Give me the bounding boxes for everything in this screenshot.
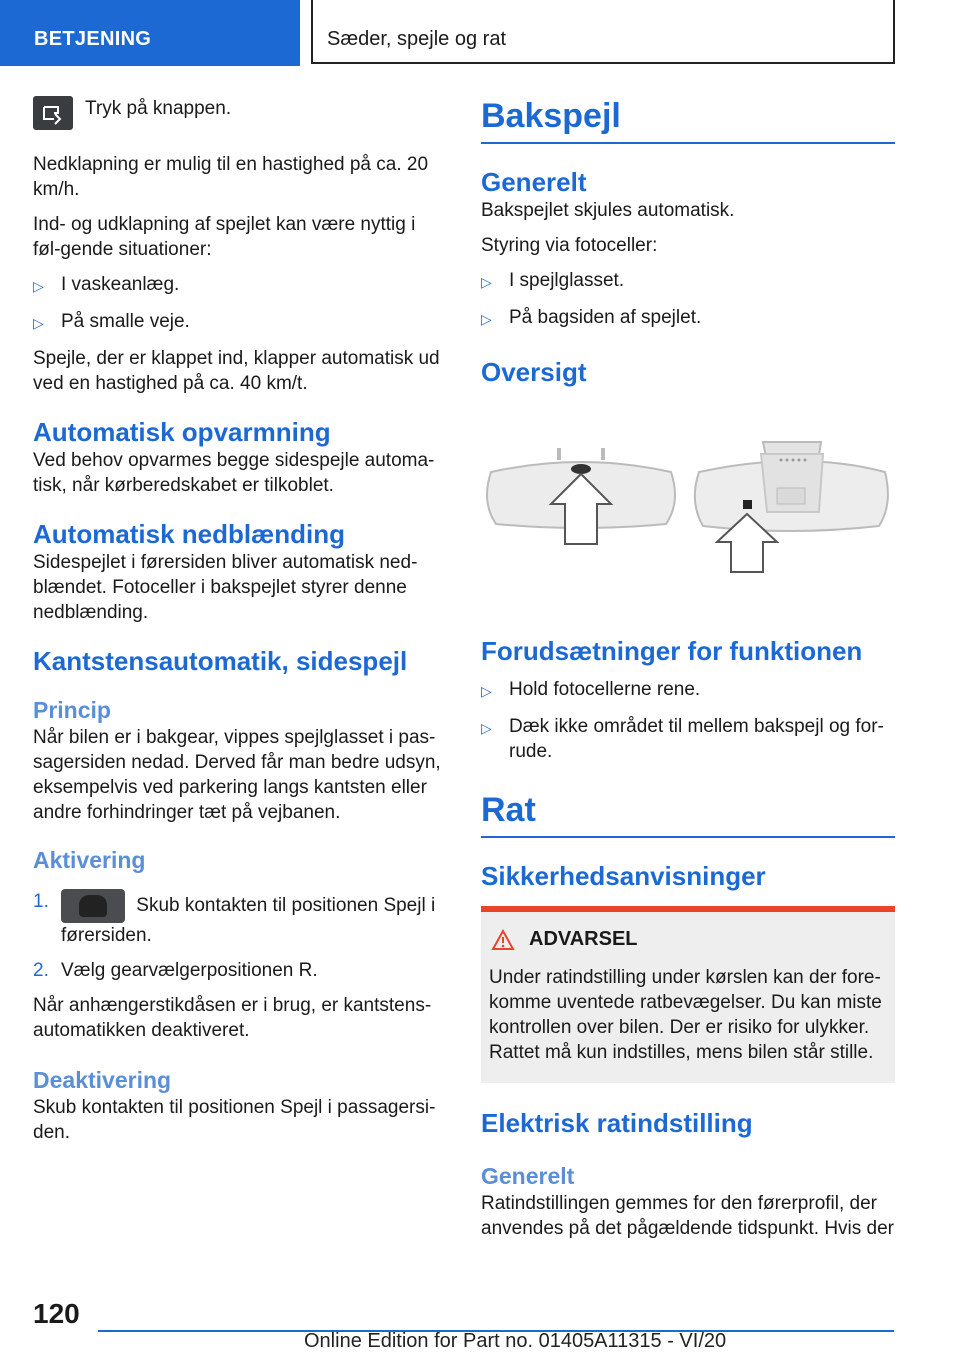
heading-conditions: Forudsætninger for funktionen	[481, 636, 863, 666]
press-button-text: Tryk på knappen.	[85, 98, 232, 119]
list-item: ▷ Dæk ikke området til mellem bakspejl og for‐rude.	[481, 716, 884, 762]
left-column	[33, 96, 447, 1145]
heading-electric-adjustment: Elektrisk ratindstilling	[481, 1108, 753, 1138]
list-item: ▷ I spejlglasset.	[481, 268, 895, 295]
heading-auto-dimming: Automatisk nedblænding	[33, 519, 345, 549]
bullet-triangle-icon: ▷	[33, 278, 44, 294]
general-2-text: Ratindstillingen gemmes for den førerprofil, der anvendes på det pågældende tidspunkt. Hvis der	[481, 1193, 894, 1239]
bullet-triangle-icon: ▷	[481, 311, 492, 327]
list-item: ▷ I vaskeanlæg.	[33, 272, 447, 299]
heading-auto-heating: Automatisk opvarmning	[33, 417, 331, 447]
bullet-triangle-icon: ▷	[481, 274, 492, 290]
heading-rearview-mirror: Bakspejl	[481, 96, 895, 144]
auto-dimming-text: Sidespejlet i førersiden bliver automatisk ned‐blændet. Fotoceller i bakspejlet styrer denne nedblænding.	[33, 552, 418, 623]
right-column	[481, 96, 895, 1241]
list-item: 2. Vælg gearvælgerpositionen R.	[33, 960, 318, 981]
general-text: Bakspejlet skjules automatisk.	[481, 200, 735, 221]
auto-heating-text: Ved behov opvarmes begge sidespejle automa‐tisk, når kørberedskabet er tilkoblet.	[33, 450, 435, 496]
mirror-fold-button-icon	[33, 96, 73, 130]
heading-steering-wheel: Rat	[481, 790, 895, 838]
bullet-triangle-icon: ▷	[481, 720, 492, 736]
header-chapter-title: Sæder, spejle og rat	[311, 0, 895, 64]
press-button-row	[33, 96, 447, 130]
warning-box	[481, 906, 895, 1083]
heading-safety: Sikkerhedsanvisninger	[481, 861, 766, 891]
heading-general-2: Generelt	[481, 1163, 575, 1189]
heading-deactivation: Deaktivering	[33, 1067, 172, 1093]
fold-situations-text: Ind- og udklapning af spejlet kan være nyttig i føl‐gende situationer:	[33, 214, 416, 260]
list-item: 1. Skub kontakten til positionen Spejl i førersiden.	[33, 891, 436, 946]
footer-edition: Online Edition for Part no. 01405A11315 - VI/20	[304, 1330, 727, 1352]
heading-overview: Oversigt	[481, 357, 587, 387]
bullet-triangle-icon: ▷	[481, 683, 492, 699]
fold-speed-text: Nedklapning er mulig til en hastighed på ca. 20 km/h.	[33, 154, 429, 200]
list-item: ▷ På smalle veje.	[33, 309, 447, 336]
rearview-mirror-illustration	[481, 432, 895, 602]
page-number: 120	[33, 1298, 80, 1329]
heading-curb-automatic: Kantstensautomatik, sidespejl	[33, 646, 408, 676]
heading-general: Generelt	[481, 167, 587, 197]
photocell-control-text: Styring via fotoceller:	[481, 235, 658, 256]
bullet-triangle-icon: ▷	[33, 315, 44, 331]
header-section-tab: BETJENING	[0, 0, 300, 66]
principle-text: Når bilen er i bakgear, vippes spejlglasset i pas‐sagersiden nedad. Derved får man bedre udsyn, eksempelvis ved parkering langs kantsten eller andre forhindringer tæt på vejbanen.	[33, 727, 441, 823]
warning-text: Under ratindstilling under kørslen kan der fore‐komme uventede ratbevægelser. Du kan miste kontrollen over bilen. Der er risiko for ulykker. Rattet må kun indstilles, mens bilen står stille.	[489, 967, 882, 1063]
unfold-speed-text: Spejle, der er klappet ind, klapper automatisk ud ved en hastighed på ca. 40 km/t.	[33, 348, 440, 394]
mirror-switch-icon	[61, 889, 125, 923]
warning-title: ADVARSEL	[529, 928, 638, 950]
list-item: ▷ Hold fotocellerne rene.	[481, 677, 895, 704]
heading-principle: Princip	[33, 697, 111, 723]
list-item: ▷ På bagsiden af spejlet.	[481, 305, 895, 332]
trailer-text: Når anhængerstikdåsen er i brug, er kantstens‐automatikken deaktiveret.	[33, 995, 432, 1041]
deactivation-text: Skub kontakten til positionen Spejl i passagersi‐den.	[33, 1097, 436, 1143]
heading-activation: Aktivering	[33, 847, 146, 873]
warning-triangle-icon	[491, 929, 515, 951]
